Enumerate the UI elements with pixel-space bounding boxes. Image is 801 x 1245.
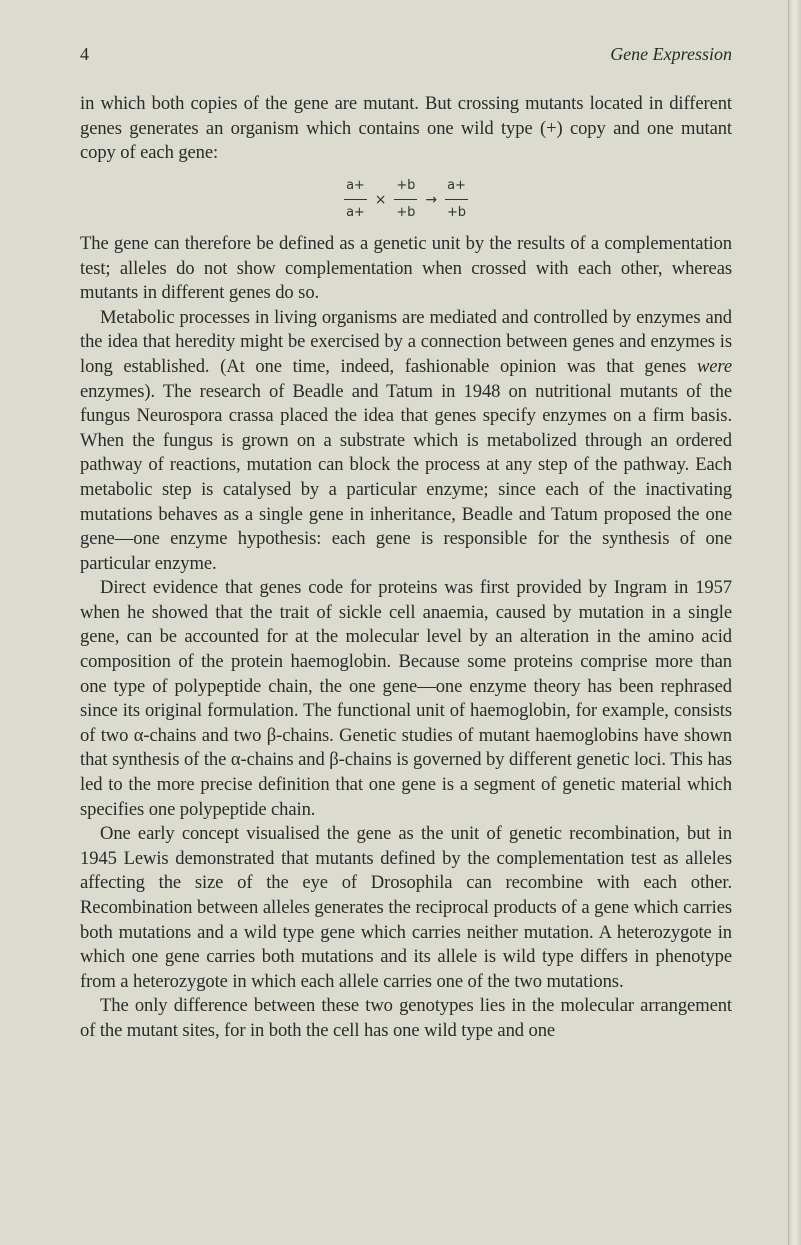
paragraph-text: enzymes). The research of Beadle and Tatum in 1948 on nutritional mutants of the fungus Neurospora crassa placed the idea that genes specify enzymes on a firm basis. When the fungus is grown on a substrate which is metabolized through an ordered pathway of reactions, mutation can block the process at any step of the pathway. Each metabolic step is catalysed by a particular enzyme; since each of the inactivating mutations behaves as a single gene in inheritance, Beadle and Tatum proposed the one gene—one enzyme hypothesis: each gene is responsible for the synthesis of one particular enzyme. [80,380,732,574]
genotype-numerator: a+ [447,177,466,193]
page-number: 4 [80,44,89,64]
paragraph: Direct evidence that genes code for proteins was first provided by Ingram in 1957 when he showed that the trait of sickle cell anaemia, caused by mutation in a single gene, can be accounted for at the molecular level by an alteration in the amino acid composition of the protein haemoglobin. Because some proteins comprise more than one type of polypeptide chain, the one gene—one enzyme theory has been rephrased since its original formulation. The functional unit of haemoglobin, for example, consists of two α-chains and two β-chains. Genetic studies of mutant haemoglobins have shown that synthesis of the α-chains and β-chains is governed by different genetic loci. This has led to the more precise definition that one gene is a segment of genetic material which specifies one polypeptide chain. [80,577,732,820]
emphasis-text: were [696,355,732,377]
paragraph: The only difference between these two genotypes lies in the molecular arrangement of the mutant sites, for in both the cell has one wild type and one [80,995,732,1041]
body-text [80,92,732,1044]
arrow-operator: → [425,191,437,208]
genotype-denominator: a+ [346,205,365,221]
fraction-bar [344,199,367,200]
cross-operator: × [374,191,387,208]
fraction-bar [445,199,468,200]
running-head-title: Gene Expression [610,44,732,64]
genotype-numerator: +b [396,177,416,193]
page-edge [788,0,801,1245]
genotype-fraction [394,174,417,226]
running-head [80,44,732,70]
fraction-bar [394,199,417,200]
genotype-fraction [445,174,468,226]
genotype-denominator: +b [396,205,416,221]
paragraph-text: Metabolic processes in living organisms are mediated and controlled by enzymes and the idea that heredity might be exercised by a connection between genes and enzymes is long established. (At one time, indeed, fashionable opinion was that genes [80,306,732,377]
genotype-numerator: a+ [346,177,365,193]
cross-formula [80,174,732,226]
paragraph: The gene can therefore be defined as a genetic unit by the results of a complementation test; alleles do not show complementation when crossed with each other, whereas mutants in different genes do so. [80,232,732,304]
genotype-denominator: +b [446,205,466,221]
genotype-fraction [344,174,367,226]
paragraph [80,306,732,577]
paragraph: One early concept visualised the gene as the unit of genetic recombination, but in 1945 Lewis demonstrated that mutants defined by the complementation test as alleles affecting the size of the eye of Drosophila can recombine with each other. Recombination between alleles generates the reciprocal products of a gene which carries both mutations and a wild type gene which carries neither mutation. A heterozygote in which one gene carries both mutations and its allele is wild type differs in phenotype from a heterozygote in which each allele carries one of the two mutations. [80,823,732,992]
paragraph: in which both copies of the gene are mutant. But crossing mutants located in different genes generates an organism which contains one wild type (+) copy and one mutant copy of each gene: [80,93,732,164]
